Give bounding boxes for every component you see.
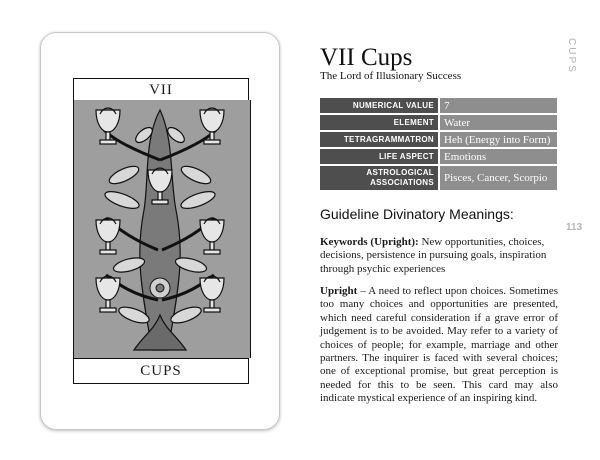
guideline-heading: Guideline Divinatory Meanings:	[320, 206, 514, 222]
table-row	[320, 132, 557, 147]
property-value: Emotions	[440, 149, 557, 164]
card-numeral: VII	[73, 78, 249, 102]
upright-text: – A need to reflect upon choices. Sometimes too many choices and opportunities are presented, which need careful consideration if a grave error of judgement is to be avoided. May refer to a variety of choices of people; for example, marriage and other partners. The inquirer is faced with several choices; one of exceptional promise, but great perception is needed for this to be seen. This card may also indicate mystical experience of an inspiring kind.	[320, 285, 558, 405]
property-value: Heh (Energy into Form)	[440, 132, 557, 147]
table-row	[320, 166, 557, 190]
card-properties-table	[320, 96, 557, 192]
keywords-paragraph	[320, 236, 558, 276]
upright-paragraph	[320, 285, 558, 406]
property-key: NUMERICAL VALUE	[320, 98, 440, 113]
property-value: Pisces, Cancer, Scorpio	[440, 166, 557, 190]
property-key: TETRAGRAMMATRON	[320, 132, 440, 147]
page-title: VII Cups	[320, 44, 413, 71]
table-row	[320, 98, 557, 113]
property-value: Water	[440, 115, 557, 130]
property-key: LIFE ASPECT	[320, 149, 440, 164]
card-suit-label: CUPS	[73, 358, 249, 384]
property-value: 7	[440, 98, 557, 113]
keywords-label: Keywords (Upright):	[320, 236, 419, 248]
property-key: ASTROLOGICAL ASSOCIATIONS	[320, 166, 440, 190]
page-number: 113	[566, 222, 583, 233]
table-row	[320, 149, 557, 164]
keywords-text: New opportunities, choices, decisions, persistence in pursuing goals, inspiration through psychic experiences	[320, 236, 547, 275]
page-subtitle: The Lord of Illusionary Success	[320, 70, 462, 82]
cups-tree-illustration	[74, 100, 247, 358]
card-illustration	[73, 100, 251, 358]
table-row	[320, 115, 557, 130]
section-side-label: CUPS	[566, 38, 577, 74]
upright-label: Upright	[320, 285, 358, 297]
property-key: ELEMENT	[320, 115, 440, 130]
